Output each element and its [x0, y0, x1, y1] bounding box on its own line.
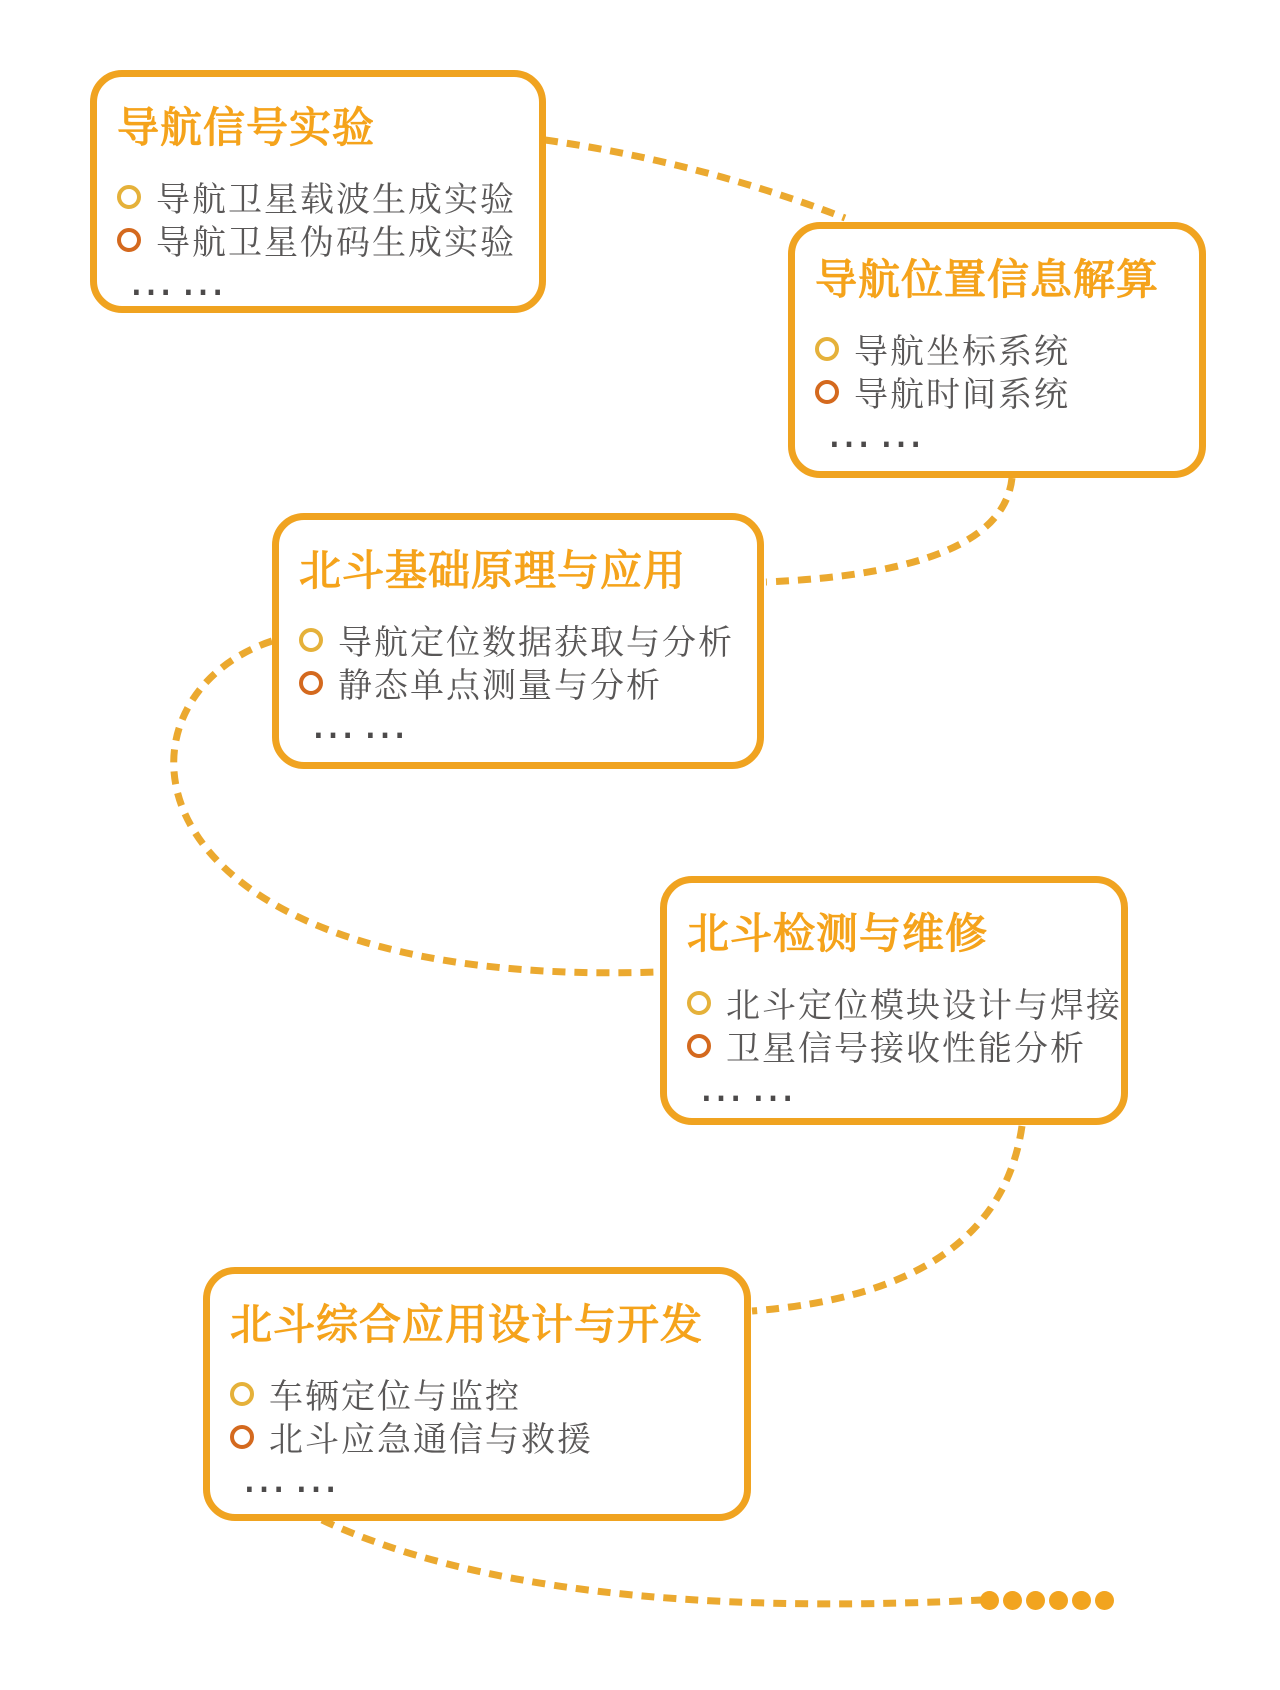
box-items	[687, 981, 1122, 1113]
connector-box1-box2	[545, 140, 845, 218]
list-item	[230, 1372, 726, 1418]
box-title: 导航位置信息解算	[815, 255, 1160, 304]
trailing-dots	[980, 1591, 1114, 1610]
list-item-label: 导航时间系统	[854, 375, 1070, 416]
bullet-ring-orange-icon	[299, 671, 323, 695]
trailing-dot-icon	[1003, 1591, 1022, 1610]
list-item	[687, 981, 1122, 1027]
list-item-label: 导航卫星伪码生成实验	[156, 223, 516, 264]
list-item	[299, 618, 739, 664]
course-box-beidou-principles	[272, 513, 764, 769]
list-item-label: 导航卫星载波生成实验	[156, 180, 516, 221]
list-item	[117, 175, 521, 221]
box-items	[230, 1372, 726, 1504]
bullet-ring-orange-icon	[117, 228, 141, 252]
bullet-ring-gold-icon	[815, 337, 839, 361]
trailing-dot-icon	[1049, 1591, 1068, 1610]
list-item-label: 导航坐标系统	[854, 332, 1070, 373]
bullet-ring-orange-icon	[230, 1425, 254, 1449]
trailing-dot-icon	[980, 1591, 999, 1610]
trailing-dot-icon	[1026, 1591, 1045, 1610]
trailing-dot-icon	[1095, 1591, 1114, 1610]
ellipsis-text: ……	[129, 255, 233, 307]
bullet-ring-gold-icon	[299, 628, 323, 652]
box-title: 北斗检测与维修	[687, 909, 989, 958]
course-box-beidou-testing-repair	[660, 876, 1128, 1125]
connector-box2-box3	[766, 478, 1012, 582]
box-title: 北斗综合应用设计与开发	[230, 1300, 704, 1349]
list-item-label: 导航定位数据获取与分析	[338, 623, 734, 664]
course-box-navigation-signal	[90, 70, 546, 313]
connector-box4-box5	[752, 1126, 1022, 1311]
list-item-label: 卫星信号接收性能分析	[726, 1029, 1086, 1070]
bullet-ring-gold-icon	[117, 185, 141, 209]
ellipsis-text: ……	[242, 1452, 346, 1504]
course-box-beidou-application-dev	[203, 1267, 751, 1521]
list-item-label: 北斗定位模块设计与焊接	[726, 986, 1122, 1027]
bullet-ring-gold-icon	[230, 1382, 254, 1406]
list-item-label: 北斗应急通信与救援	[269, 1420, 593, 1461]
box-items	[117, 175, 521, 307]
ellipsis-text: ……	[699, 1061, 803, 1113]
trailing-dot-icon	[1072, 1591, 1091, 1610]
course-box-position-solution	[788, 222, 1206, 478]
bullet-ring-gold-icon	[687, 991, 711, 1015]
box-title: 北斗基础原理与应用	[299, 546, 687, 595]
box-items	[299, 618, 739, 750]
list-item	[815, 327, 1181, 373]
list-item-label: 静态单点测量与分析	[338, 666, 662, 707]
bullet-ring-orange-icon	[687, 1034, 711, 1058]
bullet-ring-orange-icon	[815, 380, 839, 404]
ellipsis-text: ……	[311, 698, 415, 750]
ellipsis-text: ……	[827, 407, 931, 459]
box-items	[815, 327, 1181, 459]
connector-box5-dots	[322, 1520, 982, 1604]
box-title: 导航信号实验	[117, 103, 376, 152]
list-item-label: 车辆定位与监控	[269, 1377, 521, 1418]
